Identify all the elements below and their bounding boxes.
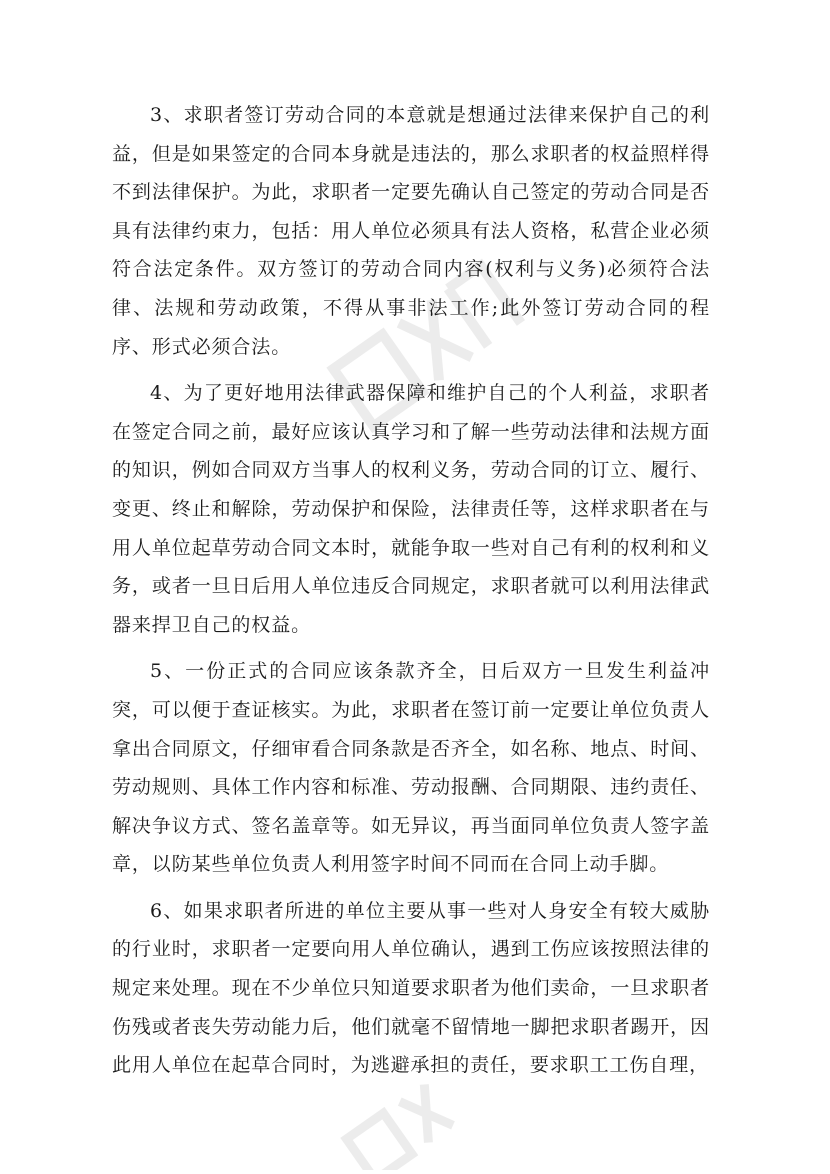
paragraph-6: 6、如果求职者所进的单位主要从事一些对人身安全有较大威胁的行业时，求职者一定要向用人单位确认，遇到工伤应该按照法律的规定来处理。现在不少单位只知道要求职者为他们卖命，一旦求职者伤残或者丧失劳动能力后，他们就毫不留情地一脚把求职者踢开，因此用人单位在起草合同时，为逃避承担的责任，要求职工工伤自理， [112,899,710,1077]
paragraph-5: 5、一份正式的合同应该条款齐全，日后双方一旦发生利益冲突，可以便于查证核实。为此，求职者在签订前一定要让单位负责人拿出合同原文，仔细审看合同条款是否齐全，如名称、地点、时间、劳动规则、具体工作内容和标准、劳动报酬、合同期限、违约责任、解决争议方式、签名盖章等。如无异议，再当面同单位负责人签字盖章，以防某些单位负责人利用签字时间不同而在合同上动手脚。 [112,660,710,876]
watermark-logo-bottom [330,1080,490,1170]
paragraph-3: 3、求职者签订劳动合同的本意就是想通过法律来保护自己的利益，但是如果签定的合同本身就是违法的，那么求职者的权益照样得不到法律保护。为此，求职者一定要先确认自己签定的劳动合同是否具有法律约束力，包括：用人单位必须具有法人资格，私营企业必须符合法定条件。双方签订的劳动合同内容(权利与义务)必须符合法律、法规和劳动政策，不得从事非法工作;此外签订劳动合同的程序、形式必须合法。 [112,104,710,358]
paragraph-4: 4、为了更好地用法律武器保障和维护自己的个人利益，求职者在签定合同之前，最好应该认真学习和了解一些劳动法律和法规方面的知识，例如合同双方当事人的权利义务，劳动合同的订立、履行、变更、终止和解除，劳动保护和保险，法律责任等，这样求职者在与用人单位起草劳动合同文本时，就能争取一些对自己有利的权利和义务，或者一旦日后用人单位违反合同规定，求职者就可以利用法律武器来捍卫自己的权益。 [112,382,710,636]
document-body [112,96,710,1093]
